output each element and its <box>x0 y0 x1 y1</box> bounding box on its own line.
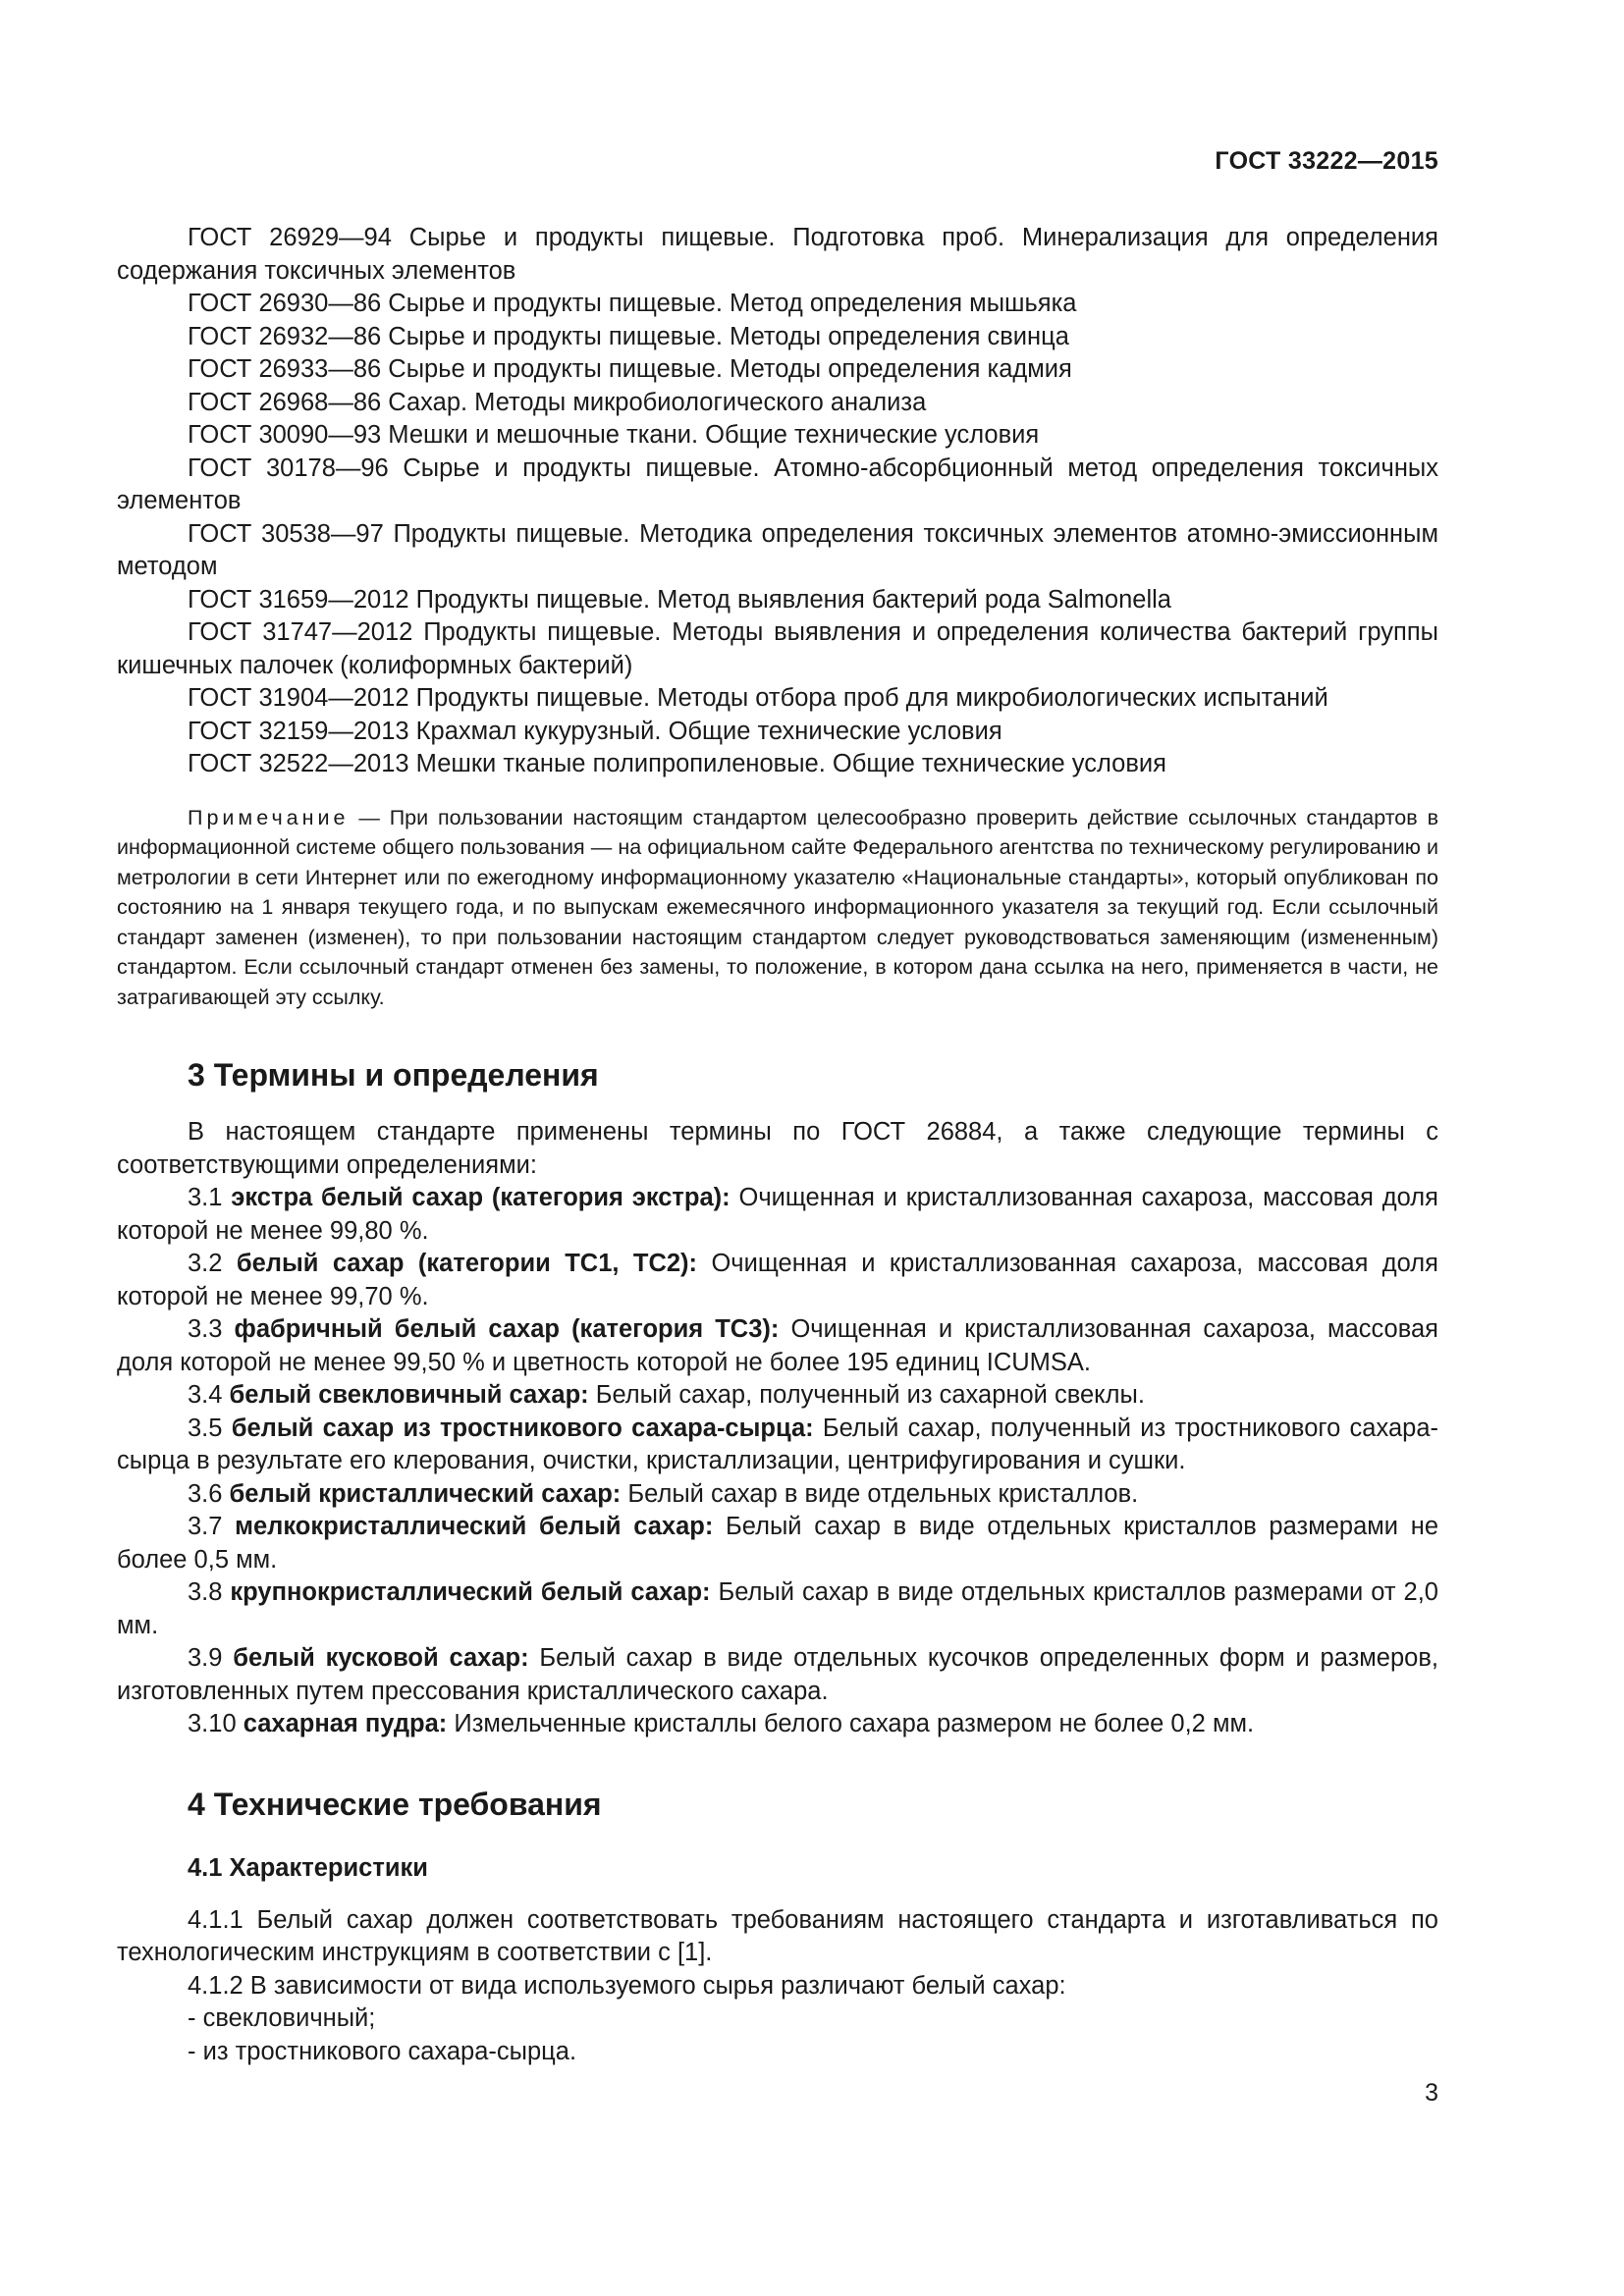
reference-item: ГОСТ 31904—2012 Продукты пищевые. Методы отбора проб для микробиологических испытаний <box>188 684 1328 712</box>
clause-4-1-1: 4.1.1 Белый сахар должен соответствовать требованиям настоящего стандарта и изготавливаться по технологическим инструкциям в соответствии с [1]. <box>117 1905 1438 1966</box>
term-number: 3.8 <box>188 1578 231 1606</box>
page-number: 3 <box>1425 2079 1438 2107</box>
normative-references-list <box>117 222 1438 781</box>
term-name: белый кусковой сахар: <box>233 1644 529 1672</box>
term-number: 3.9 <box>188 1644 234 1672</box>
note-text: — При пользовании настоящим стандартом целесообразно проверить действие ссылочных стандартов в информационной системе общего пользования — на официальном сайте Федерального агентства по техническому регулированию и метрологии в сети Интернет или по ежегодному информационному указателю «Национальные стандарты», который опубликован по состоянию на 1 января текущего года, и по выпускам ежемесячного информационного указателя за текущий год. Если ссылочный стандарт заменен (изменен), то при пользовании настоящим стандартом следует руководствоваться заменяющим (измененным) стандартом. Если ссылочный стандарт отменен без замены, то положение, в котором дана ссылка на него, применяется в части, не затрагивающей эту ссылку. <box>117 805 1438 1009</box>
section-3-intro: В настоящем стандарте применены термины по ГОСТ 26884, а также следующие термины с соответствующими определениями: <box>117 1118 1438 1179</box>
term-name: белый сахар из тростникового сахара-сырца: <box>231 1414 814 1442</box>
term-name: белый кристаллический сахар: <box>229 1479 622 1508</box>
term-definition: Белый сахар в виде отдельных кристаллов. <box>621 1479 1139 1508</box>
term-entry <box>117 1313 1438 1379</box>
term-entry <box>117 1576 1438 1642</box>
document-code: ГОСТ 33222—2015 <box>1215 147 1438 175</box>
terms-list <box>117 1182 1438 1741</box>
term-entry <box>117 1379 1438 1413</box>
section-3-heading: 3 Термины и определения <box>188 1057 599 1093</box>
term-number: 3.10 <box>188 1710 244 1737</box>
term-entry <box>117 1182 1438 1248</box>
reference-item: ГОСТ 30178—96 Сырье и продукты пищевые. Атомно-абсорбционный метод определения токсичных элементов <box>117 454 1438 514</box>
term-definition: Белый сахар, полученный из сахарной свеклы. <box>588 1381 1145 1409</box>
note-paragraph <box>117 803 1438 1013</box>
term-entry <box>117 1478 1438 1512</box>
reference-item: ГОСТ 26933—86 Сырье и продукты пищевые. Методы определения кадмия <box>188 355 1072 383</box>
subsection-4-1-heading: 4.1 Характеристики <box>188 1853 428 1882</box>
reference-item: ГОСТ 30538—97 Продукты пищевые. Методика определения токсичных элементов атомно-эмиссионным методом <box>117 519 1438 580</box>
term-number: 3.1 <box>188 1184 232 1211</box>
reference-item: ГОСТ 26930—86 Сырье и продукты пищевые. Метод определения мышьяка <box>188 290 1077 317</box>
term-number: 3.4 <box>188 1381 230 1409</box>
term-name: белый свекловичный сахар: <box>229 1381 589 1409</box>
term-entry <box>117 1413 1438 1478</box>
term-definition: Белый сахар, полученный из тростникового сахара-сырца в результате его клерования, очистки, кристаллизации, центрифугирования и сушки. <box>117 1414 1438 1474</box>
term-entry <box>117 1248 1438 1313</box>
term-definition: Очищенная и кристаллизованная сахароза, массовая доля которой не менее 99,80 %. <box>117 1184 1438 1245</box>
term-number: 3.2 <box>188 1250 237 1277</box>
reference-item: ГОСТ 32159—2013 Крахмал кукурузный. Общие технические условия <box>188 717 1002 745</box>
term-number: 3.7 <box>188 1513 236 1540</box>
term-number: 3.3 <box>188 1315 235 1343</box>
term-definition: Белый сахар в виде отдельных кусочков определенных форм и размеров, изготовленных путем прессования кристаллического сахара. <box>117 1644 1438 1705</box>
term-definition: Белый сахар в виде отдельных кристаллов размерами от 2,0 мм. <box>117 1578 1438 1639</box>
reference-item: ГОСТ 26929—94 Сырье и продукты пищевые. Подготовка проб. Минерализация для определения содержания токсичных элементов <box>117 224 1438 285</box>
term-definition: Очищенная и кристаллизованная сахароза, массовая доля которой не менее 99,50 % и цветность которой не более 195 единиц ICUMSA. <box>117 1315 1438 1376</box>
term-name: мелкокристаллический белый сахар: <box>235 1513 714 1540</box>
page-content <box>117 222 1438 2068</box>
clause-4-1-2: 4.1.2 В зависимости от вида используемого сырья различают белый сахар: <box>188 1971 1066 2000</box>
term-number: 3.6 <box>188 1479 230 1508</box>
reference-item: ГОСТ 30090—93 Мешки и мешочные ткани. Общие технические условия <box>188 421 1040 449</box>
reference-item: ГОСТ 31659—2012 Продукты пищевые. Метод выявления бактерий рода Salmonella <box>188 585 1171 614</box>
term-definition: Очищенная и кристаллизованная сахароза, массовая доля которой не менее 99,70 %. <box>117 1250 1438 1310</box>
term-entry <box>117 1642 1438 1708</box>
term-entry <box>117 1708 1438 1741</box>
reference-item: ГОСТ 32522—2013 Мешки тканые полипропиленовые. Общие технические условия <box>188 750 1166 777</box>
term-name: экстра белый сахар (категория экстра): <box>231 1184 731 1211</box>
list-item: - из тростникового сахара-сырца. <box>188 2037 577 2065</box>
reference-item: ГОСТ 26968—86 Сахар. Методы микробиологического анализа <box>188 388 927 416</box>
term-name: сахарная пудра: <box>243 1710 448 1737</box>
term-number: 3.5 <box>188 1414 232 1442</box>
section-4-heading: 4 Технические требования <box>188 1786 602 1822</box>
term-name: белый сахар (категории ТС1, ТС2): <box>236 1250 698 1277</box>
reference-item: ГОСТ 31747—2012 Продукты пищевые. Методы выявления и определения количества бактерий группы кишечных палочек (колиформных бактерий) <box>117 618 1438 679</box>
term-name: фабричный белый сахар (категория ТС3): <box>234 1315 780 1343</box>
reference-item: ГОСТ 26932—86 Сырье и продукты пищевые. Методы определения свинца <box>188 322 1069 350</box>
term-entry <box>117 1511 1438 1576</box>
term-definition: Белый сахар в виде отдельных кристаллов размерами не более 0,5 мм. <box>117 1513 1438 1574</box>
term-name: крупнокристаллический белый сахар: <box>230 1578 711 1606</box>
list-item: - свекловичный; <box>188 2004 376 2032</box>
term-definition: Измельченные кристаллы белого сахара размером не более 0,2 мм. <box>447 1710 1255 1737</box>
note-label: Примечание <box>188 805 350 829</box>
